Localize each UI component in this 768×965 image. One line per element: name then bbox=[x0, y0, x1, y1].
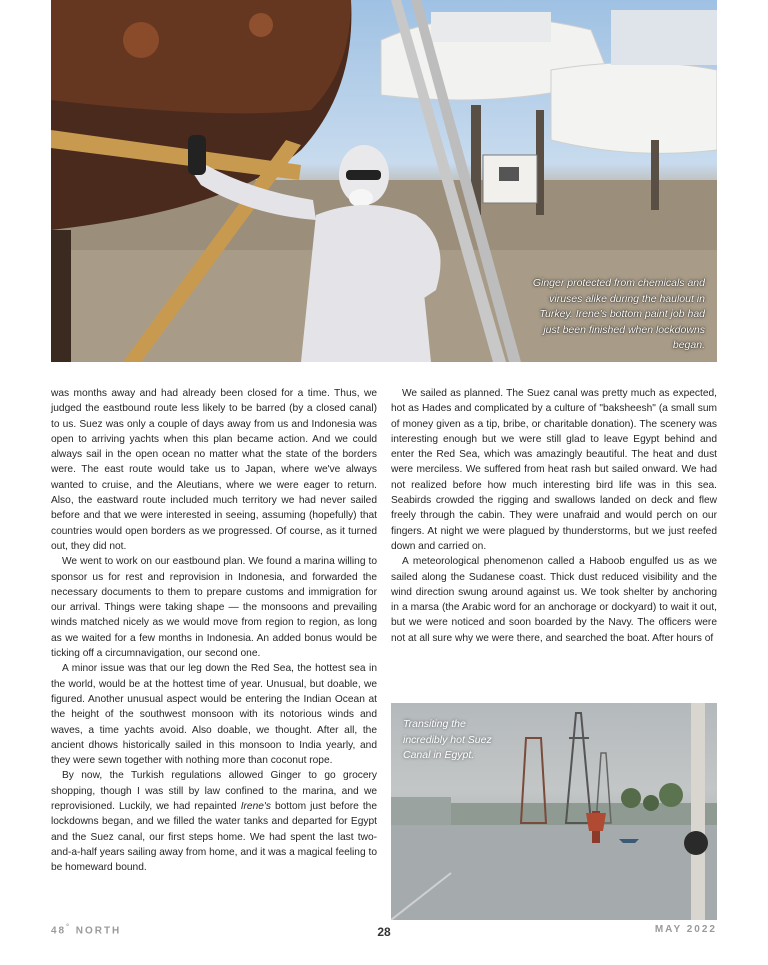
bottom-photo bbox=[391, 703, 717, 920]
top-photo-caption: Ginger protected from chemicals and viruses alike during the haulout in Turkey. Irene's bottom paint job had just been finished when lockdowns began. bbox=[532, 277, 705, 351]
article-column-right bbox=[391, 386, 717, 646]
paragraph: We went to work on our eastbound plan. We found a marina willing to sponsor us for rest and reprovision in Indonesia, and forwarded the necessary documents to them to prepare customs and immigration for our arrival. Things were taking shape — the monsoons and prevailing winds matched nicely as we would move from region to region, as long as we waited for a few months in Indonesia. An added bonus would be ticking off a circumnavigation, our second one. bbox=[51, 556, 377, 660]
magazine-name: 48° NORTH bbox=[51, 924, 122, 937]
page-number: 28 bbox=[377, 925, 391, 939]
paragraph: was months away and had already been closed for a time. Thus, we judged the eastbound route less likely to be barred (by a closed canal) to us. Suez was only a couple of days away from us and Indonesia was open to arriving yachts when this plan became action. And we could always sail in the open ocean no matter what the state of the borders were. The east route would take us to Japan, where we've always wanted to cruise, and the Aleutians, where we were eager to return. Also, the eastward route included much territory we had never sailed before and that we were interested in seeing, assuming (hopefully) that countries would open borders as we progressed. Of course, as it turned out, they did not. bbox=[51, 388, 377, 552]
top-photo bbox=[51, 0, 717, 362]
issue-date: MAY 2022 bbox=[654, 924, 717, 935]
bottom-photo-caption: Transiting the incredibly hot Suez Canal in Egypt. bbox=[403, 718, 492, 761]
paragraph: We sailed as planned. The Suez canal was pretty much as expected, hot as Hades and complicated by a culture of "baksheesh" (a small sum of money given as a tip, bribe, or charitable donation). The scenery was interesting enough but we were still glad to leave Egypt behind and enter the Red Sea, which was amazingly beautiful. The heat and dust were merciless. We suffered from heat rash but sailed onward. We had not realized before how much interesting bird life was in this sea. Seabirds crowded the rigging and swallows landed on deck and flew freely through the cabin. They were unafraid and would perch on our fingers. At night we were plagued by thunderstorms, but we just reefed down and carried on. bbox=[391, 388, 717, 552]
article-column-left bbox=[51, 386, 377, 876]
paragraph: A meteorological phenomenon called a Haboob engulfed us as we sailed along the Sudanese coast. Thick dust reduced visibility and the wind direction swung around against us. We took shelter by anchoring in a marsa (the Arabic word for an anchorage or dockyard) to wait it out, but we were noticed and soon boarded by the Navy. The officers were not at all sure why we were there, and searched the boat. After hours of bbox=[391, 556, 717, 644]
boat-name: Irene's bbox=[240, 801, 271, 813]
paragraph: By now, the Turkish regulations allowed Ginger to go grocery shopping, though I was still by law confined to the marina, and we reprovisioned. Luckily, we had repainted Irene's bottom just before the lockdowns began, and we filled the water tanks and departed for Egypt and the Suez canal, our first steps home. We had spent the last two-and-a-half years sailing away from home, and it was a magical feeling to be homeward bound. bbox=[51, 770, 378, 874]
paragraph: A minor issue was that our leg down the Red Sea, the hottest sea in the world, would be at the hottest time of year. Unusual, but doable, we figured. Another unusual aspect would be entering the Indian Ocean at the height of the southwest monsoon with its notorious winds and waves, a time yachts avoid. Also doable, we thought. After all, the ancient dhows historically sailed in this monsoon to India yearly, and they were sewn together with nothing more than coconut rope. bbox=[51, 663, 377, 767]
